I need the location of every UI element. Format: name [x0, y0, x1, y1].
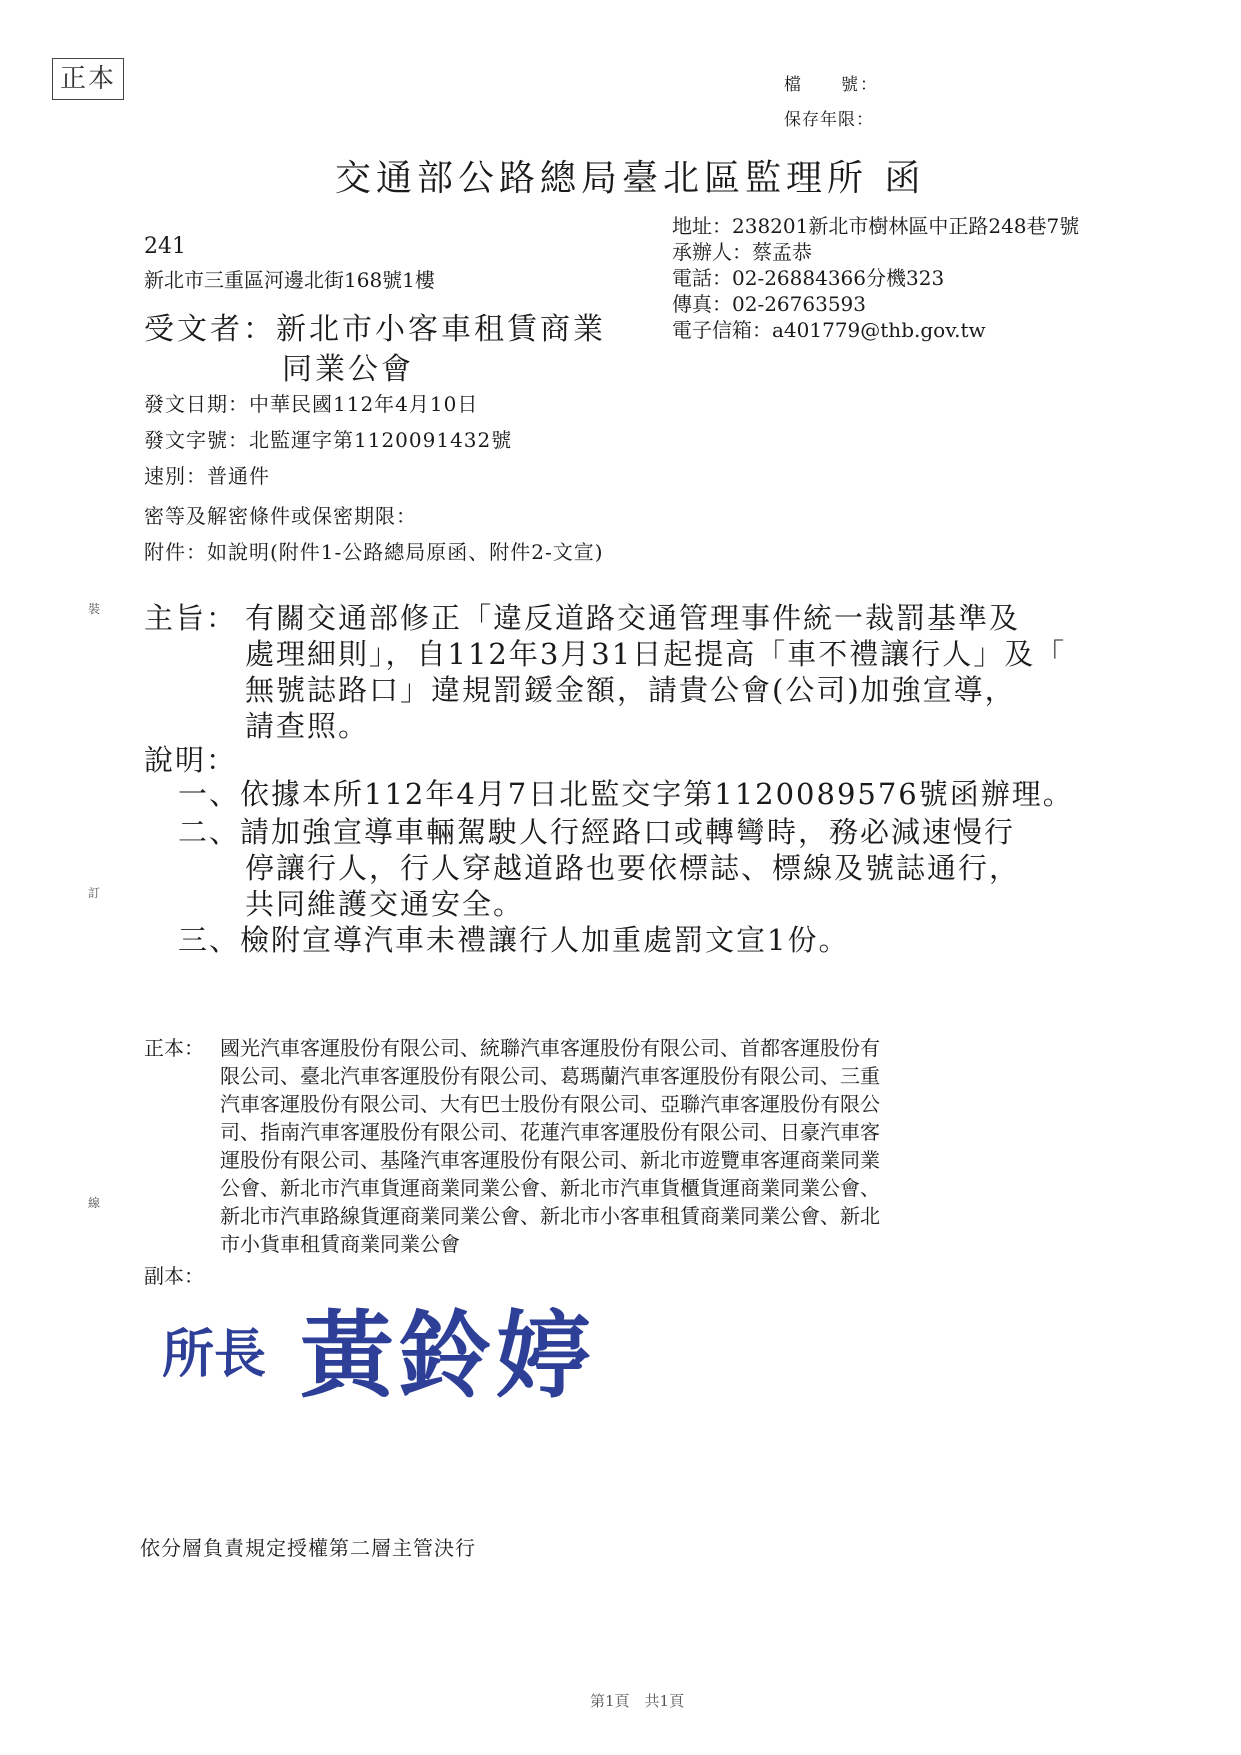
explanation-item-1: 一、依據本所112年4月7日北監交字第1120089576號函辦理。 — [178, 777, 1074, 811]
explanation-item-2-continued: 共同維護交通安全。 — [245, 887, 525, 921]
subject-label: 主旨： — [144, 601, 238, 635]
recipient-name-continued: 同業公會 — [282, 352, 414, 387]
explanation-item-2-continued: 停讓行人，行人穿越道路也要依標誌、標線及號誌通行， — [245, 851, 1021, 885]
subject-line: 請查照。 — [245, 709, 370, 743]
subject-line: 有關交通部修正「違反道路交通管理事件統一裁罰基準及 — [245, 601, 1021, 635]
subject-line: 處理細則」，自112年3月31日起提高「車不禮讓行人」及「 — [245, 637, 1067, 671]
explanation-item-2: 二、請加強宣導車輛駕駛人行經路口或轉彎時，務必減速慢行 — [178, 815, 1016, 849]
document-number: 發文字號：北監運字第1120091432號 — [144, 428, 513, 452]
copy-type-stamp: 正本 — [52, 58, 124, 100]
recipient-name: 受文者：新北市小客車租賃商業 — [144, 312, 606, 347]
binding-mark: 訂 — [88, 886, 101, 900]
file-number-label: 檔 號： — [784, 75, 879, 95]
attachments: 附件：如說明(附件1-公路總局原函、附件2-文宣) — [144, 540, 604, 564]
distribution-label: 正本： — [144, 1036, 204, 1060]
distribution-line: 新北市汽車路線貨運商業同業公會、新北市小客車租賃商業同業公會、新北 — [220, 1204, 880, 1228]
director-title-seal: 所長 — [162, 1324, 267, 1385]
urgency: 速別：普通件 — [144, 464, 270, 488]
distribution-line: 運股份有限公司、基隆汽車客運股份有限公司、新北市遊覽車客運商業同業 — [220, 1148, 880, 1172]
contact-address: 地址：238201新北市樹林區中正路248巷7號 — [672, 214, 1080, 238]
distribution-line: 公會、新北市汽車貨運商業同業公會、新北市汽車貨櫃貨運商業同業公會、 — [220, 1176, 880, 1200]
document-title: 交通部公路總局臺北區監理所 函 — [335, 158, 926, 199]
distribution-line: 市小貨車租賃商業同業公會 — [220, 1232, 460, 1256]
contact-fax: 傳真：02-26763593 — [672, 292, 867, 316]
explanation-item-3: 三、檢附宣導汽車未禮讓行人加重處罰文宣1份。 — [178, 923, 850, 957]
director-signature: 黃鈴婷 — [300, 1301, 595, 1411]
recipient-address: 新北市三重區河邊北街168號1樓 — [144, 268, 435, 292]
subject-line: 無號誌路口」違規罰鍰金額，請貴公會(公司)加強宣導， — [245, 673, 1016, 707]
binding-mark: 裝 — [88, 602, 101, 616]
classification: 密等及解密條件或保密期限： — [144, 504, 417, 528]
contact-phone: 電話：02-26884366分機323 — [672, 266, 945, 290]
contact-email: 電子信箱：a401779@thb.gov.tw — [672, 318, 986, 342]
explanation-label: 說明： — [144, 743, 238, 777]
distribution-line: 汽車客運股份有限公司、大有巴士股份有限公司、亞聯汽車客運股份有限公 — [220, 1092, 880, 1116]
issue-date: 發文日期：中華民國112年4月10日 — [144, 392, 479, 416]
retention-period-label: 保存年限： — [784, 110, 874, 130]
authorization-note: 依分層負責規定授權第二層主管決行 — [140, 1536, 476, 1560]
distribution-line: 限公司、臺北汽車客運股份有限公司、葛瑪蘭汽車客運股份有限公司、三重 — [220, 1064, 880, 1088]
page-number: 第1頁 共1頁 — [590, 1692, 685, 1710]
distribution-line: 司、指南汽車客運股份有限公司、花蓮汽車客運股份有限公司、日豪汽車客 — [220, 1120, 880, 1144]
contact-officer: 承辦人：蔡孟恭 — [672, 240, 812, 264]
binding-mark: 線 — [88, 1196, 101, 1210]
distribution-line: 國光汽車客運股份有限公司、統聯汽車客運股份有限公司、首都客運股份有 — [220, 1036, 880, 1060]
recipient-postal-code: 241 — [144, 234, 186, 259]
copy-to-label: 副本： — [144, 1264, 204, 1288]
